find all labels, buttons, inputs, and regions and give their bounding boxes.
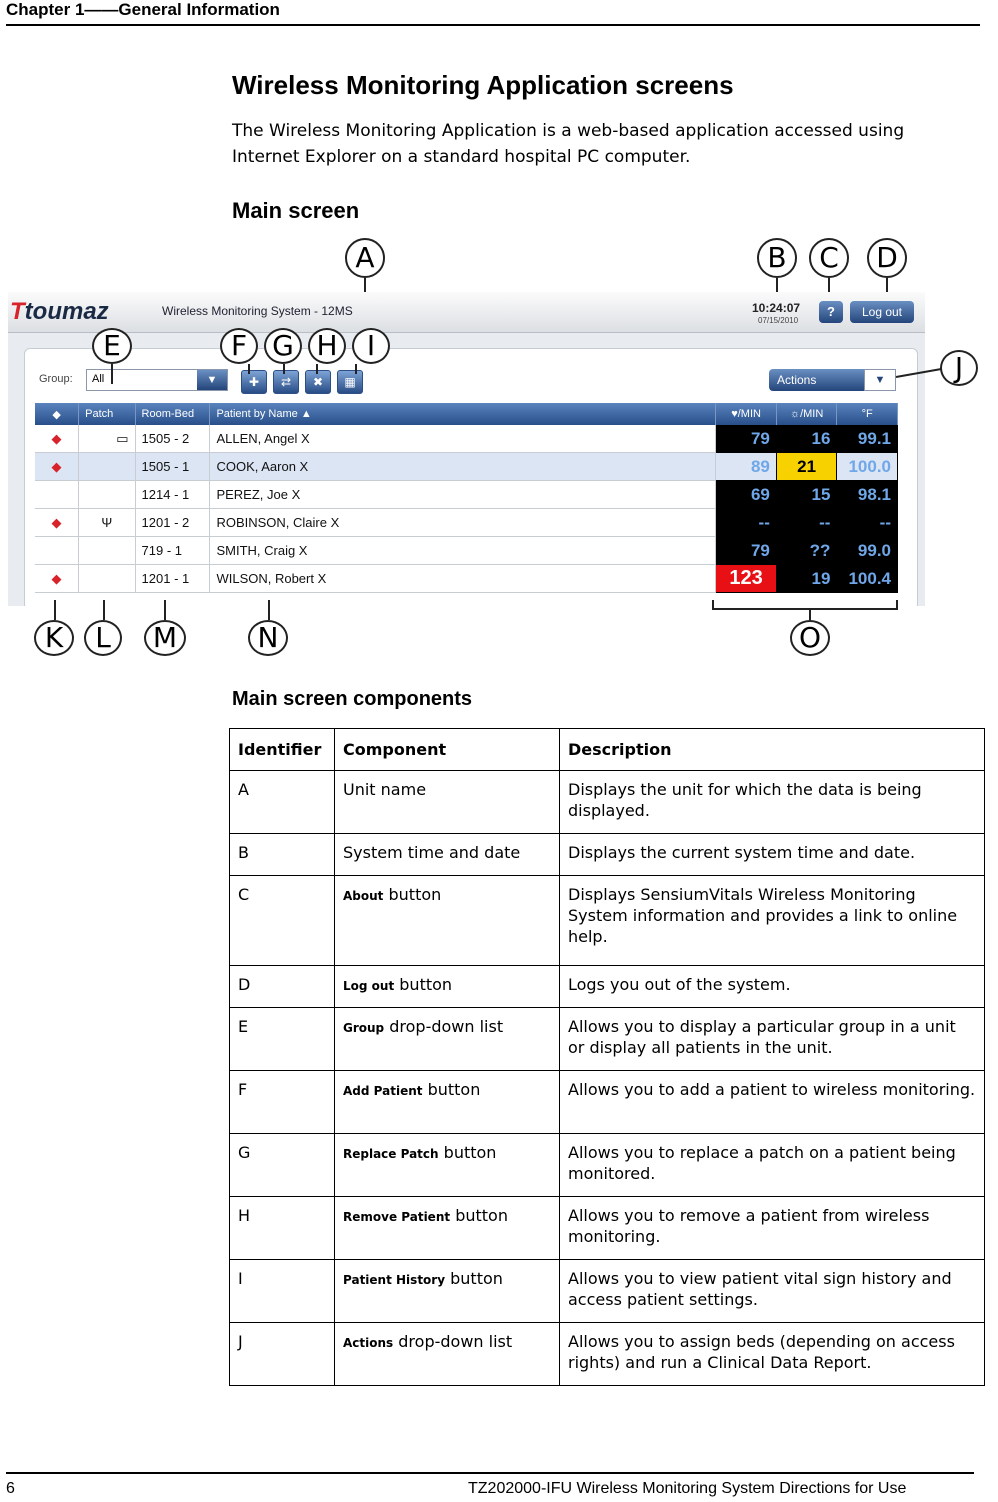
temperature: 100.4 <box>837 565 898 593</box>
description: Allows you to remove a patient from wireless monitoring. <box>560 1197 985 1260</box>
component-name: Unit name <box>335 771 560 834</box>
callout-k: K <box>34 620 74 656</box>
logout-button[interactable]: Log out <box>850 301 914 323</box>
description: Allows you to replace a patch on a patient being monitored. <box>560 1134 985 1197</box>
callout-o-bracket-right <box>896 600 898 610</box>
temperature: -- <box>837 509 898 537</box>
description: Logs you out of the system. <box>560 966 985 1008</box>
callout-n: N <box>248 620 288 656</box>
heart-rate: 89 <box>716 453 777 481</box>
resp-rate: ?? <box>776 537 837 565</box>
callout-h: H <box>308 328 346 364</box>
actions-dropdown[interactable] <box>769 369 896 391</box>
identifier: G <box>230 1134 335 1197</box>
temperature: 99.1 <box>837 425 898 453</box>
temperature: 99.0 <box>837 537 898 565</box>
alert-icon <box>35 537 79 565</box>
add-patient-button[interactable]: ✚ <box>241 370 267 394</box>
heart-rate: 123 <box>716 565 777 593</box>
room-bed: 1214 - 1 <box>135 481 210 509</box>
component-name: Replace Patch button <box>335 1134 560 1197</box>
group-value: All <box>92 373 105 385</box>
temperature: 98.1 <box>837 481 898 509</box>
callout-f-leader <box>248 364 250 374</box>
callout-d: D <box>867 238 907 278</box>
toumaz-logo: Ttoumaz <box>10 298 109 325</box>
description: Displays the unit for which the data is being displayed. <box>560 771 985 834</box>
callout-j: J <box>940 350 978 386</box>
room-bed: 719 - 1 <box>135 537 210 565</box>
group-dropdown[interactable] <box>86 369 228 391</box>
description: Allows you to view patient vital sign history and access patient settings. <box>560 1260 985 1323</box>
heart-rate-column-header[interactable]: ♥/MIN <box>716 403 777 425</box>
table-row[interactable] <box>35 481 898 509</box>
component-header: Component <box>335 729 560 771</box>
room-bed: 1201 - 2 <box>135 509 210 537</box>
resp-rate: 21 <box>776 453 837 481</box>
description: Allows you to add a patient to wireless monitoring. <box>560 1071 985 1134</box>
room-bed: 1505 - 2 <box>135 425 210 453</box>
replace-patch-button[interactable]: ⇄ <box>273 370 299 394</box>
table-row <box>230 966 985 1008</box>
room-bed-column-header[interactable]: Room-Bed <box>135 403 210 425</box>
description: Displays the current system time and date. <box>560 834 985 876</box>
identifier-header: Identifier <box>230 729 335 771</box>
identifier: D <box>230 966 335 1008</box>
component-name: Patient History button <box>335 1260 560 1323</box>
description-header: Description <box>560 729 985 771</box>
component-name: System time and date <box>335 834 560 876</box>
main-screen-heading: Main screen <box>232 198 360 223</box>
callout-g: G <box>264 328 302 364</box>
temperature: 100.0 <box>837 453 898 481</box>
identifier: B <box>230 834 335 876</box>
table-row <box>230 1134 985 1197</box>
unit-name: Wireless Monitoring System - 12MS <box>162 304 353 318</box>
chevron-down-icon[interactable]: ▼ <box>197 370 227 390</box>
callout-m-leader <box>164 600 166 620</box>
heart-rate: 79 <box>716 425 777 453</box>
identifier: J <box>230 1323 335 1386</box>
patient-grid <box>35 403 898 593</box>
room-bed: 1201 - 1 <box>135 565 210 593</box>
table-row <box>230 1323 985 1386</box>
patient-name: ALLEN, Angel X <box>210 425 716 453</box>
identifier: F <box>230 1071 335 1134</box>
components-table <box>229 728 985 1386</box>
footer-rule <box>6 1472 974 1474</box>
identifier: I <box>230 1260 335 1323</box>
page-number: 6 <box>6 1480 15 1497</box>
patient-name: PEREZ, Joe X <box>210 481 716 509</box>
no-signal-icon: Ψ <box>79 509 135 537</box>
callout-b: B <box>757 238 797 278</box>
patch-column-header[interactable]: Patch <box>79 403 135 425</box>
callout-m: M <box>144 620 186 656</box>
resp-rate: -- <box>776 509 837 537</box>
callout-o-bracket <box>712 608 898 610</box>
patch-icon <box>79 565 135 593</box>
table-row[interactable] <box>35 537 898 565</box>
header-rule <box>6 24 980 26</box>
app-header <box>8 292 925 333</box>
identifier: E <box>230 1008 335 1071</box>
alert-icon: ◆ <box>35 509 79 537</box>
component-name: About button <box>335 876 560 966</box>
alert-icon: ◆ <box>35 425 79 453</box>
table-row <box>230 771 985 834</box>
chapter-heading: Chapter 1——General Information <box>6 0 280 19</box>
callout-k-leader <box>54 600 56 620</box>
callout-i: I <box>352 328 390 364</box>
description: Allows you to assign beds (depending on access rights) and run a Clinical Data Report. <box>560 1323 985 1386</box>
intro-paragraph: The Wireless Monitoring Application is a web-based application accessed using Internet Explorer on a standard hospital PC computer. <box>232 121 905 167</box>
table-row <box>230 1197 985 1260</box>
callout-l-leader <box>103 600 105 620</box>
patch-icon: ▭ <box>79 425 135 453</box>
identifier: C <box>230 876 335 966</box>
patient-name: ROBINSON, Claire X <box>210 509 716 537</box>
callout-i-leader <box>355 364 357 374</box>
patient-name: COOK, Aaron X <box>210 453 716 481</box>
description: Allows you to display a particular group in a unit or display all patients in the unit. <box>560 1008 985 1071</box>
resp-rate: 19 <box>776 565 837 593</box>
table-row <box>230 876 985 966</box>
patch-icon <box>79 481 135 509</box>
patient-name: WILSON, Robert X <box>210 565 716 593</box>
identifier: A <box>230 771 335 834</box>
heart-rate: -- <box>716 509 777 537</box>
table-row <box>230 834 985 876</box>
table-row[interactable] <box>35 425 898 453</box>
table-row[interactable] <box>35 565 898 593</box>
callout-g-leader <box>283 364 285 374</box>
patient-name-column-header[interactable]: Patient by Name ▲ <box>210 403 716 425</box>
group-label: Group: <box>39 373 73 385</box>
component-name: Remove Patient button <box>335 1197 560 1260</box>
callout-f: F <box>220 328 258 364</box>
component-name: Group drop-down list <box>335 1008 560 1071</box>
table-row <box>230 1008 985 1071</box>
temperature-column-header[interactable]: °F <box>837 403 898 425</box>
table-row[interactable] <box>35 453 898 481</box>
alert-icon <box>35 481 79 509</box>
resp-rate: 16 <box>776 425 837 453</box>
callout-e: E <box>92 328 132 364</box>
heart-rate: 69 <box>716 481 777 509</box>
identifier: H <box>230 1197 335 1260</box>
resp-rate-column-header[interactable]: ☼/MIN <box>776 403 837 425</box>
footer-text: TZ202000-IFU Wireless Monitoring System Directions for Use <box>468 1480 907 1497</box>
patient-panel <box>24 348 918 606</box>
table-row[interactable] <box>35 509 898 537</box>
callout-h-leader <box>316 364 318 374</box>
resp-rate: 15 <box>776 481 837 509</box>
section-title: Wireless Monitoring Application screens <box>232 70 734 100</box>
alert-icon: ◆ <box>35 565 79 593</box>
component-name: Add Patient button <box>335 1071 560 1134</box>
callout-o-bracket-left <box>712 600 714 610</box>
callout-l: L <box>84 620 122 656</box>
callout-a: A <box>345 238 385 278</box>
patient-history-button[interactable]: ▦ <box>337 370 363 394</box>
patch-icon <box>79 537 135 565</box>
main-screen-screenshot <box>8 292 925 606</box>
about-button[interactable]: ? <box>819 301 843 323</box>
callout-e-leader <box>111 364 113 384</box>
description: Displays SensiumVitals Wireless Monitoring System information and provides a link to online help. <box>560 876 985 966</box>
room-bed: 1505 - 1 <box>135 453 210 481</box>
components-heading: Main screen components <box>232 688 473 710</box>
callout-o-leader <box>809 608 811 620</box>
component-name: Actions drop-down list <box>335 1323 560 1386</box>
callout-n-leader <box>268 600 270 620</box>
alert-icon: ◆ <box>35 453 79 481</box>
patient-name: SMITH, Craig X <box>210 537 716 565</box>
callout-c: C <box>809 238 849 278</box>
table-row <box>230 1260 985 1323</box>
remove-patient-button[interactable]: ✖ <box>305 370 331 394</box>
table-row <box>230 1071 985 1134</box>
actions-label: Actions <box>777 373 817 387</box>
chevron-down-icon[interactable]: ▼ <box>864 369 896 391</box>
system-date: 07/15/2010 <box>758 316 799 325</box>
callout-o: O <box>790 620 830 656</box>
component-name: Log out button <box>335 966 560 1008</box>
heart-rate: 79 <box>716 537 777 565</box>
system-time: 10:24:07 <box>752 301 801 315</box>
alert-column-header[interactable]: ◆ <box>35 403 79 425</box>
patch-icon <box>79 453 135 481</box>
